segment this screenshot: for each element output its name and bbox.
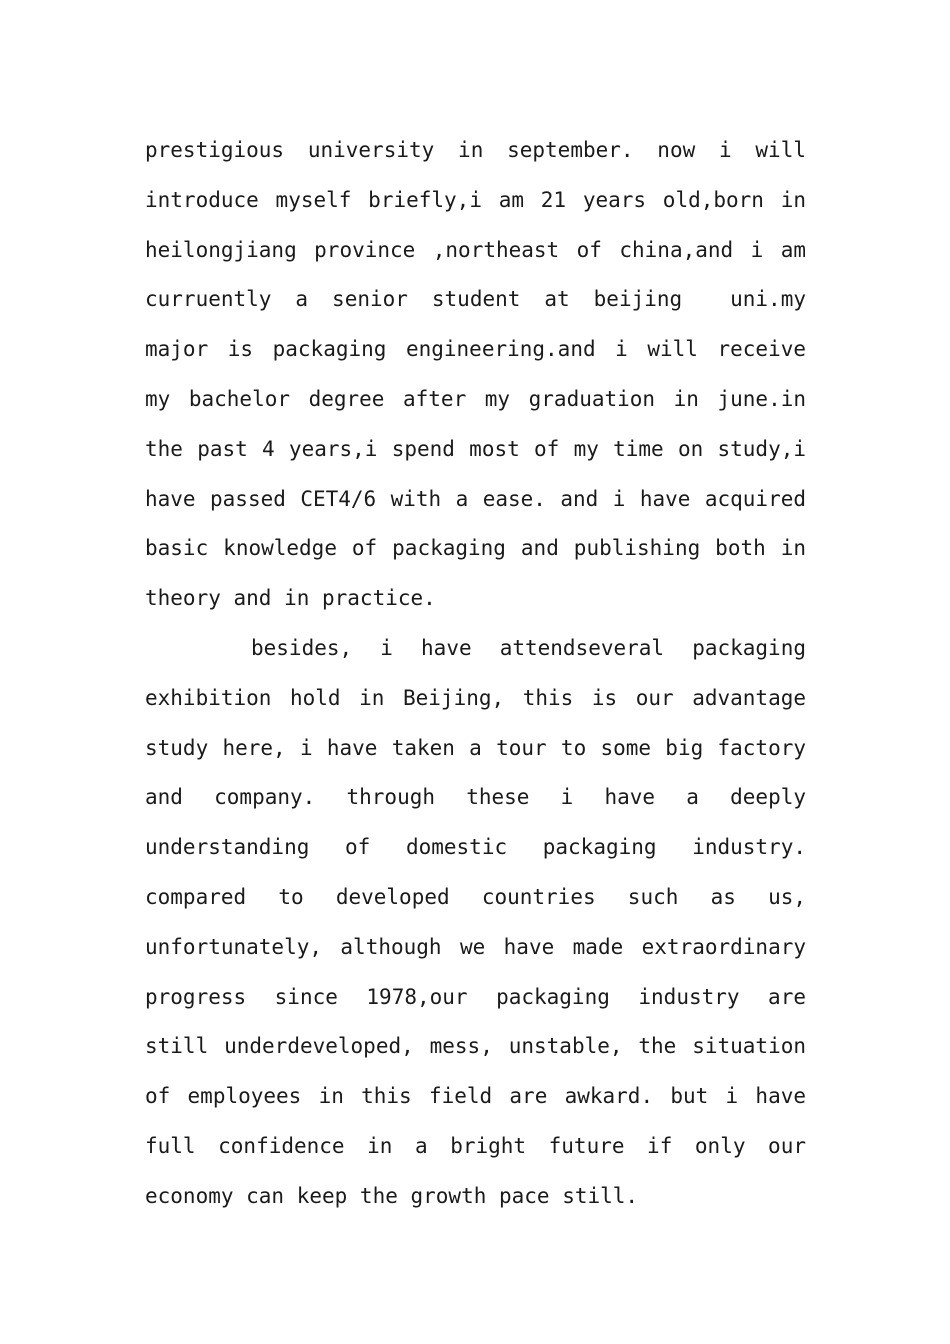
text-line: exhibition hold in Beijing, this is our advantage <box>145 685 806 710</box>
text-line: have passed CET4/6 with a ease. and i have acquired <box>145 486 806 511</box>
text-line: still underdeveloped, mess, unstable, the situation <box>145 1034 806 1059</box>
paragraph-1 <box>145 126 806 624</box>
text-line: prestigious university in september. now i will <box>145 138 806 162</box>
text-line: basic knowledge of packaging and publishing both in <box>145 536 806 561</box>
text-line: unfortunately, although we have made extraordinary <box>145 934 806 959</box>
text-line: the past 4 years,i spend most of my time on study,i <box>145 436 806 461</box>
text-line: and company. through these i have a deeply <box>145 785 806 810</box>
text-line: of employees in this field are awkard. but i have <box>145 1084 806 1109</box>
text-line: economy can keep the growth pace still. <box>145 1183 639 1208</box>
text-line: theory and in practice. <box>145 586 436 611</box>
text-line: besides, i have attendseveral packaging <box>251 635 806 660</box>
text-line: study here, i have taken a tour to some big factory <box>145 735 806 760</box>
text-line: my bachelor degree after my graduation in june.in <box>145 386 806 411</box>
text-line: understanding of domestic packaging industry. <box>145 835 806 860</box>
text-line: compared to developed countries such as us, <box>145 884 806 909</box>
text-line: progress since 1978,our packaging industry are <box>145 984 806 1009</box>
document-body <box>145 126 806 1222</box>
text-line: heilongjiang province ,northeast of china,and i am <box>145 237 806 262</box>
text-line: full confidence in a bright future if only our <box>145 1133 806 1158</box>
text-line: major is packaging engineering.and i will receive <box>145 337 806 362</box>
paragraph-2 <box>145 624 806 1222</box>
text-line: introduce myself briefly,i am 21 years old,born in <box>145 187 806 212</box>
text-line: curruently a senior student at beijing uni.my <box>145 287 806 312</box>
